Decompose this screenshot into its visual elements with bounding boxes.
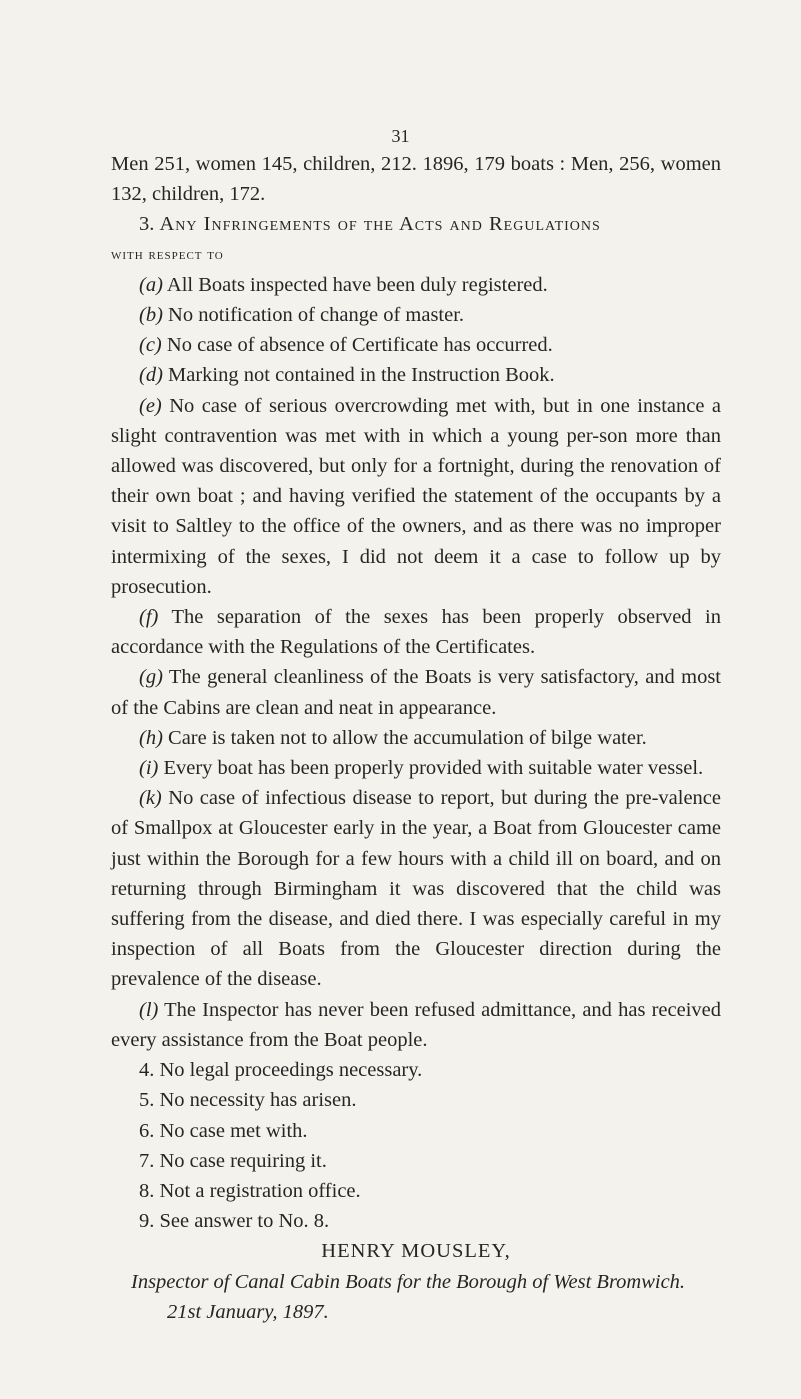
section-number: 3. bbox=[139, 213, 155, 236]
answer-text: No case requiring it. bbox=[159, 1149, 327, 1172]
section-subheading: with respect to bbox=[111, 246, 224, 263]
item-letter: (e) bbox=[139, 394, 162, 417]
answer-text: No case met with. bbox=[159, 1119, 308, 1142]
answer-number: 7. bbox=[139, 1149, 155, 1172]
item-text: No case of serious overcrowding met with, but in one instance a slight contravention was met with in which a young per-son more than allowed was discovered, but only for a fortnight, during the renovation of their own boat ; and having verified the statement of the occupants by a visit to Saltley to the office of the owners, and as there was no improper intermixing of the sexes, I did not deem it a case to follow up by prosecution. bbox=[111, 394, 721, 598]
report-body bbox=[111, 149, 721, 1327]
item-text: The separation of the sexes has been properly observed in accordance with the Regulations of the Certificates. bbox=[111, 606, 721, 659]
numbered-answers bbox=[111, 1055, 721, 1236]
item-text: The Inspector has never been refused admittance, and has received every assistance from the Boat people. bbox=[111, 998, 721, 1051]
section-title: Any Infringements of the Acts and Regulations bbox=[159, 213, 601, 236]
answer-text: See answer to No. 8. bbox=[159, 1210, 330, 1233]
item-text: Every boat has been properly provided with suitable water vessel. bbox=[163, 757, 704, 780]
item-text: Marking not contained in the Instruction Book. bbox=[168, 364, 555, 387]
section-heading bbox=[111, 209, 721, 239]
item-letter: (d) bbox=[139, 364, 163, 387]
answer-text: No legal proceedings necessary. bbox=[159, 1059, 423, 1082]
item-letter: (g) bbox=[139, 666, 163, 689]
item-l bbox=[111, 995, 721, 1055]
answer-text: No necessity has arisen. bbox=[159, 1089, 357, 1112]
item-d bbox=[111, 360, 721, 390]
item-a bbox=[111, 270, 721, 300]
item-text: No case of infectious disease to report, but during the pre-valence of Smallpox at Gloucester early in the year, a Boat from Gloucester came just within the Borough for a few hours with a child ill on board, and on returning through Birmingham it was discovered that the child was suffering from the disease, and died there. I was especially careful in my inspection of all Boats from the Gloucester direction during the prevalence of the disease. bbox=[111, 787, 721, 991]
item-text: No case of absence of Certificate has occurred. bbox=[166, 334, 553, 357]
answer-number: 4. bbox=[139, 1059, 155, 1082]
answer-9 bbox=[111, 1206, 721, 1236]
answer-number: 8. bbox=[139, 1179, 155, 1202]
answer-4 bbox=[111, 1055, 721, 1085]
answer-number: 5. bbox=[139, 1089, 155, 1112]
item-g bbox=[111, 662, 721, 722]
item-f bbox=[111, 602, 721, 662]
answer-number: 9. bbox=[139, 1210, 155, 1233]
item-text: The general cleanliness of the Boats is very satisfactory, and most of the Cabins are clean and neat in appearance. bbox=[111, 666, 721, 719]
answer-7 bbox=[111, 1146, 721, 1176]
answer-text: Not a registration office. bbox=[159, 1179, 361, 1202]
item-letter: (h) bbox=[139, 726, 163, 749]
item-text: Care is taken not to allow the accumulation of bilge water. bbox=[168, 726, 647, 749]
item-text: All Boats inspected have been duly registered. bbox=[166, 273, 548, 296]
item-letter: (b) bbox=[139, 304, 163, 327]
item-i bbox=[111, 753, 721, 783]
page-number: 31 bbox=[391, 126, 410, 146]
item-c bbox=[111, 330, 721, 360]
item-letter: (c) bbox=[139, 334, 162, 357]
item-b bbox=[111, 300, 721, 330]
item-letter: (f) bbox=[139, 606, 159, 629]
signature-role: Inspector of Canal Cabin Boats for the Borough of West Bromwich. bbox=[131, 1270, 686, 1293]
signature-date: 21st January, 1897. bbox=[167, 1300, 329, 1323]
item-letter: (k) bbox=[139, 787, 162, 810]
item-e bbox=[111, 391, 721, 602]
item-k bbox=[111, 783, 721, 994]
item-letter: (l) bbox=[139, 998, 159, 1021]
item-text: No notification of change of master. bbox=[168, 304, 465, 327]
answer-5 bbox=[111, 1085, 721, 1115]
item-h bbox=[111, 723, 721, 753]
answer-8 bbox=[111, 1176, 721, 1206]
signature-name: HENRY MOUSLEY, bbox=[321, 1240, 511, 1263]
intro-paragraph: Men 251, women 145, children, 212. 1896, 179 boats : Men, 256, women 132, children, 172. bbox=[111, 153, 721, 206]
item-letter: (a) bbox=[139, 273, 163, 296]
answer-number: 6. bbox=[139, 1119, 155, 1142]
answer-6 bbox=[111, 1116, 721, 1146]
item-letter: (i) bbox=[139, 757, 159, 780]
